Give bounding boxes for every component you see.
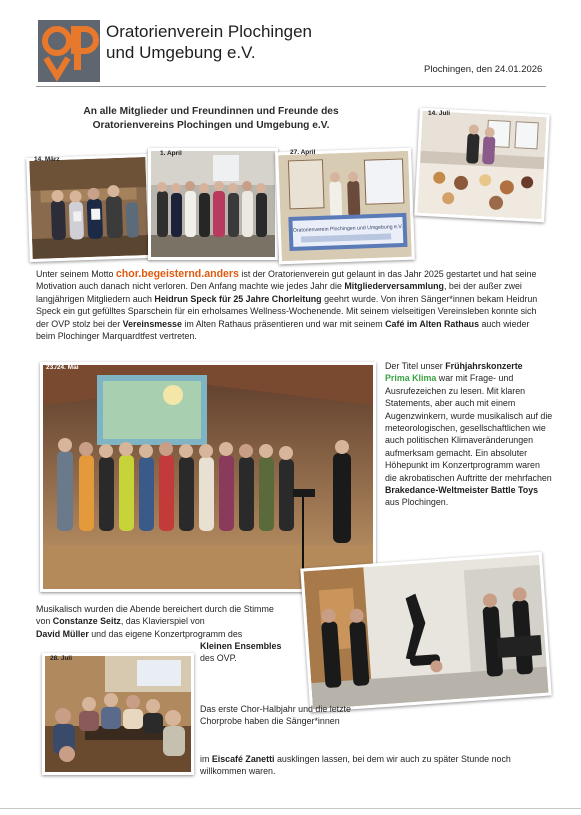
concert-bold-battle-toys: Brakedance-Weltmeister Battle Toys: [385, 485, 539, 496]
caption-may-23-24: 23./24. Mai: [46, 364, 79, 371]
music-paragraph-tail: [200, 640, 310, 665]
choir-text-2: im: [200, 754, 212, 764]
organization-name: [106, 21, 312, 63]
prima-klima: Prima Klima: [385, 373, 437, 384]
music-text-4: des OVP.: [200, 653, 237, 664]
music-bold-seitz: Constanze Seitz: [52, 616, 121, 627]
intro-text-6: auch wieder beim Plochinger Marquardtfest vertreten.: [36, 318, 530, 342]
banner-text: Oratorienverein Plochingen und Umgebung e.V.: [292, 223, 403, 234]
intro-bold-cafe: Café im Alten Rathaus: [385, 318, 480, 329]
intro-bold-vereinsmesse: Vereinsmesse: [122, 318, 182, 329]
concert-text-3: aus Plochingen.: [385, 497, 449, 508]
intro-bold-mitglieder: Mitgliederversammlung: [344, 281, 444, 292]
photo-concert-may: [40, 362, 376, 592]
date-line: Plochingen, den 24.01.2026: [424, 64, 543, 75]
greeting: [36, 105, 386, 133]
org-name-line2: und Umgebung e.V.: [106, 43, 256, 62]
caption-july-28: 28. Juli: [50, 655, 73, 662]
choir-text-1: Das erste Chor-Halbjahr und die letzte Chorprobe haben die Sänger*innen: [200, 704, 351, 727]
photo-april-1: [148, 148, 278, 260]
photo-breakdance: [300, 552, 551, 713]
intro-text-1: Unter seinem Motto: [36, 269, 116, 279]
caption-april-1: 1. April: [160, 150, 182, 157]
concert-text-1: Der Titel unser: [385, 361, 446, 371]
intro-text-3: , bei der außer zwei langjährigen Mitgliedern auch: [36, 281, 522, 304]
ovp-logo: [38, 20, 100, 82]
music-bold-mueller: David Müller: [36, 628, 89, 639]
photo-july-28: [42, 653, 194, 775]
music-text-1: Musikalisch wurden die Abende bereichert durch die Stimme von: [36, 604, 274, 627]
caption-july-14: 14. Juli: [428, 110, 451, 117]
intro-bold-heidrun: Heidrun Speck für 25 Jahre Chorleitung: [154, 293, 322, 304]
motto: chor.begeisternd.anders: [115, 268, 239, 280]
intro-text-5: im Alten Rathaus präsentieren und war mit seinem: [181, 318, 386, 329]
caption-april-27: 27. April: [290, 149, 316, 156]
greeting-line2: Oratorienvereins Plochingen und Umgebung e.V.: [92, 120, 330, 131]
concert-text-2: war mit Frage- und Ausrufezeichen zu lesen. Mit klaren Statements, aber auch mit einem Augenzwinkern, wurde musikalisch auf die meteorologischen, gesellschaftlichen wie auch politischen Klimaveränderungen aufmerksam gemacht. Ein absoluter Höhepunkt im Konzertprogramm waren die akrobatischen Auftritte der mehrfachen: [385, 373, 553, 483]
concert-paragraph: [385, 360, 553, 509]
music-bold-ensemble: Kleinen Ensembles: [200, 641, 282, 651]
org-name-line1: Oratorienverein Plochingen: [106, 22, 313, 41]
choir-paragraph: [200, 703, 376, 728]
caption-march-14: 14. März: [34, 156, 60, 163]
music-text-3: und das eigene Konzertprogramm des: [88, 628, 243, 639]
intro-paragraph: [36, 268, 548, 342]
footer-divider: [0, 808, 581, 809]
intro-text-4: geehrt wurde. Von ihren Sänger*innen bekam Heidrun Speck ein gut gefülltes Sparschein für ein erholsames Wellness-Wochenende. Mit seinem vielseitigen Vereinsleben konnte sich der OVP stolz bei der: [36, 293, 538, 329]
music-paragraph: [36, 603, 286, 640]
photo-july-14: [414, 108, 549, 223]
greeting-line1: An alle Mitglieder und Freundinnen und Freunde des: [83, 106, 339, 117]
photo-march-14: [26, 154, 152, 262]
header-divider: [36, 86, 546, 87]
choir-paragraph-2: [200, 753, 530, 778]
choir-bold-eiscafe: Eiscafé Zanetti: [211, 754, 275, 764]
intro-text-2: ist der Oratorienverein gut gelaunt in das Jahr 2025 gestartet und hat seine Motivation auch danach nicht verloren. Den Anfang machte wie jedes Jahr die: [36, 269, 537, 292]
photo-april-27: [275, 148, 415, 265]
music-text-2: , das Klavierspiel von: [120, 616, 205, 627]
concert-bold-fruehjahr: Frühjahrskonzerte: [445, 361, 523, 371]
choir-text-3: ausklingen lassen, bei dem wir auch zu später Stunde noch willkommen waren.: [200, 754, 511, 777]
